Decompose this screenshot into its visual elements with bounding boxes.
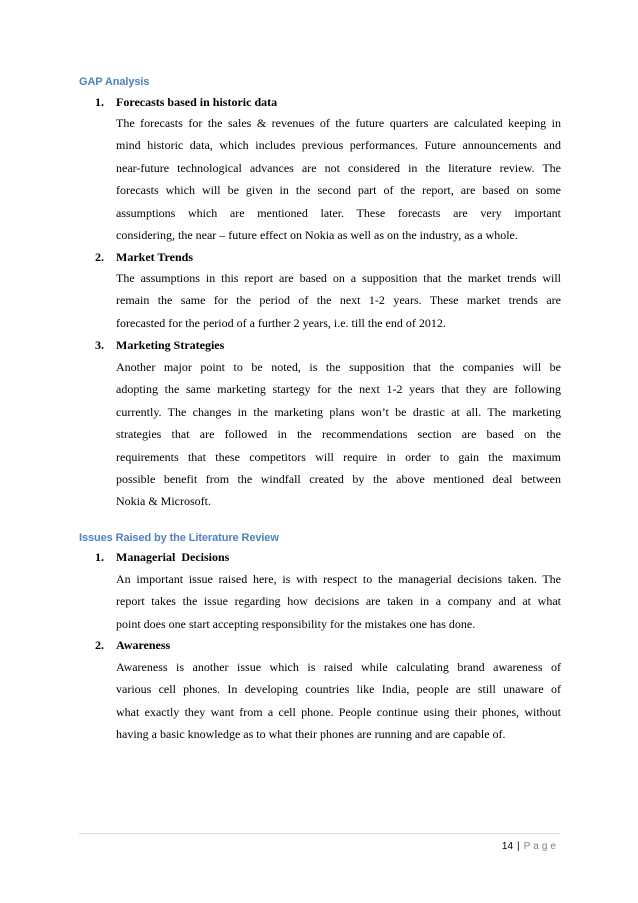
gap-item-1-title bbox=[95, 95, 277, 110]
page-label: Page bbox=[523, 841, 559, 852]
gap-item-3-title bbox=[95, 338, 224, 353]
issues-item-2-line: various cell phones. In developing countries like India, people are still unaware of bbox=[116, 682, 561, 697]
gap-item-2-number: 2. bbox=[95, 250, 104, 264]
issues-item-2-title-text: Awareness bbox=[116, 638, 171, 652]
gap-item-2-title-text: Market Trends bbox=[116, 250, 193, 264]
page-footer bbox=[502, 841, 559, 852]
gap-item-3-line: Another major point to be noted, is the supposition that the companies will be bbox=[116, 360, 561, 374]
gap-item-3-title-text: Marketing Strategies bbox=[116, 338, 225, 352]
issues-item-2-title bbox=[95, 638, 170, 653]
gap-item-3-line: requirements that these competitors will require in order to gain the maximum bbox=[116, 449, 561, 464]
gap-item-2-line: remain the same for the period of the next 1-2 years. These market trends are bbox=[116, 293, 561, 308]
gap-item-1-line: considering, the near – future effect on Nokia as well as on the industry, as a whole. bbox=[116, 227, 518, 242]
issues-item-2-line: Awareness is another issue which is raised while calculating brand awareness of bbox=[116, 660, 561, 674]
gap-item-1-line: The forecasts for the sales & revenues of the future quarters are calculated keeping in bbox=[116, 116, 561, 130]
issues-heading: Issues Raised by the Literature Review bbox=[79, 532, 279, 544]
page-number: 14 bbox=[501, 841, 514, 852]
issues-item-2-line: having a basic knowledge as to what their phones are running and are capable of. bbox=[116, 727, 506, 742]
issues-item-1-title bbox=[95, 550, 229, 565]
issues-item-1-title-text: Managerial Decisions bbox=[116, 550, 230, 564]
gap-item-1-title-text: Forecasts based in historic data bbox=[116, 95, 278, 109]
gap-item-1-line: assumptions which are mentioned later. These forecasts are very important bbox=[116, 205, 561, 220]
gap-item-3-line: Nokia & Microsoft. bbox=[116, 494, 211, 509]
footer-separator: | bbox=[517, 841, 520, 852]
issues-item-1-line: An important issue raised here, is with respect to the managerial decisions taken. The bbox=[116, 572, 561, 586]
gap-item-3-line: possible benefit from the windfall created by the above mentioned deal between bbox=[116, 471, 561, 486]
gap-analysis-heading: GAP Analysis bbox=[79, 76, 150, 88]
gap-item-2-line: forecasted for the period of a further 2 years, i.e. till the end of 2012. bbox=[116, 315, 446, 330]
gap-item-1-number: 1. bbox=[95, 95, 104, 109]
issues-item-1-line: point does one start accepting responsibility for the mistakes one has done. bbox=[116, 616, 476, 631]
gap-item-3-line: adopting the same marketing startegy for the next 1-2 years that they are following bbox=[116, 382, 561, 397]
gap-item-3-line: strategies that are followed in the recommendations section are based on the bbox=[116, 427, 561, 442]
gap-item-3-number: 3. bbox=[95, 338, 104, 352]
gap-item-1-line: forecasts which will be given in the second part of the report, are based on some bbox=[116, 183, 561, 198]
issues-item-2-line: what exactly they want from a cell phone. People continue using their phones, without bbox=[116, 704, 561, 719]
gap-item-3-line: currently. The changes in the marketing plans won’t be drastic at all. The marketing bbox=[116, 404, 561, 419]
issues-item-1-number: 1. bbox=[95, 550, 104, 564]
gap-item-1-paragraph bbox=[116, 112, 561, 246]
gap-item-2-paragraph bbox=[116, 267, 561, 334]
issues-item-1-paragraph bbox=[116, 568, 561, 635]
issues-item-2-number: 2. bbox=[95, 638, 104, 652]
footer-divider bbox=[79, 833, 560, 834]
issues-item-2-paragraph bbox=[116, 656, 561, 746]
issues-item-1-line: report takes the issue regarding how decisions are taken in a company and at what bbox=[116, 594, 561, 609]
gap-item-3-paragraph bbox=[116, 356, 561, 513]
gap-item-1-line: near-future technological advances are not considered in the literature review. The bbox=[116, 160, 561, 175]
gap-item-2-title bbox=[95, 250, 193, 265]
gap-item-2-line: The assumptions in this report are based on a supposition that the market trends will bbox=[116, 271, 561, 285]
gap-item-1-line: mind historic data, which includes previous performances. Future announcements and bbox=[116, 138, 561, 153]
